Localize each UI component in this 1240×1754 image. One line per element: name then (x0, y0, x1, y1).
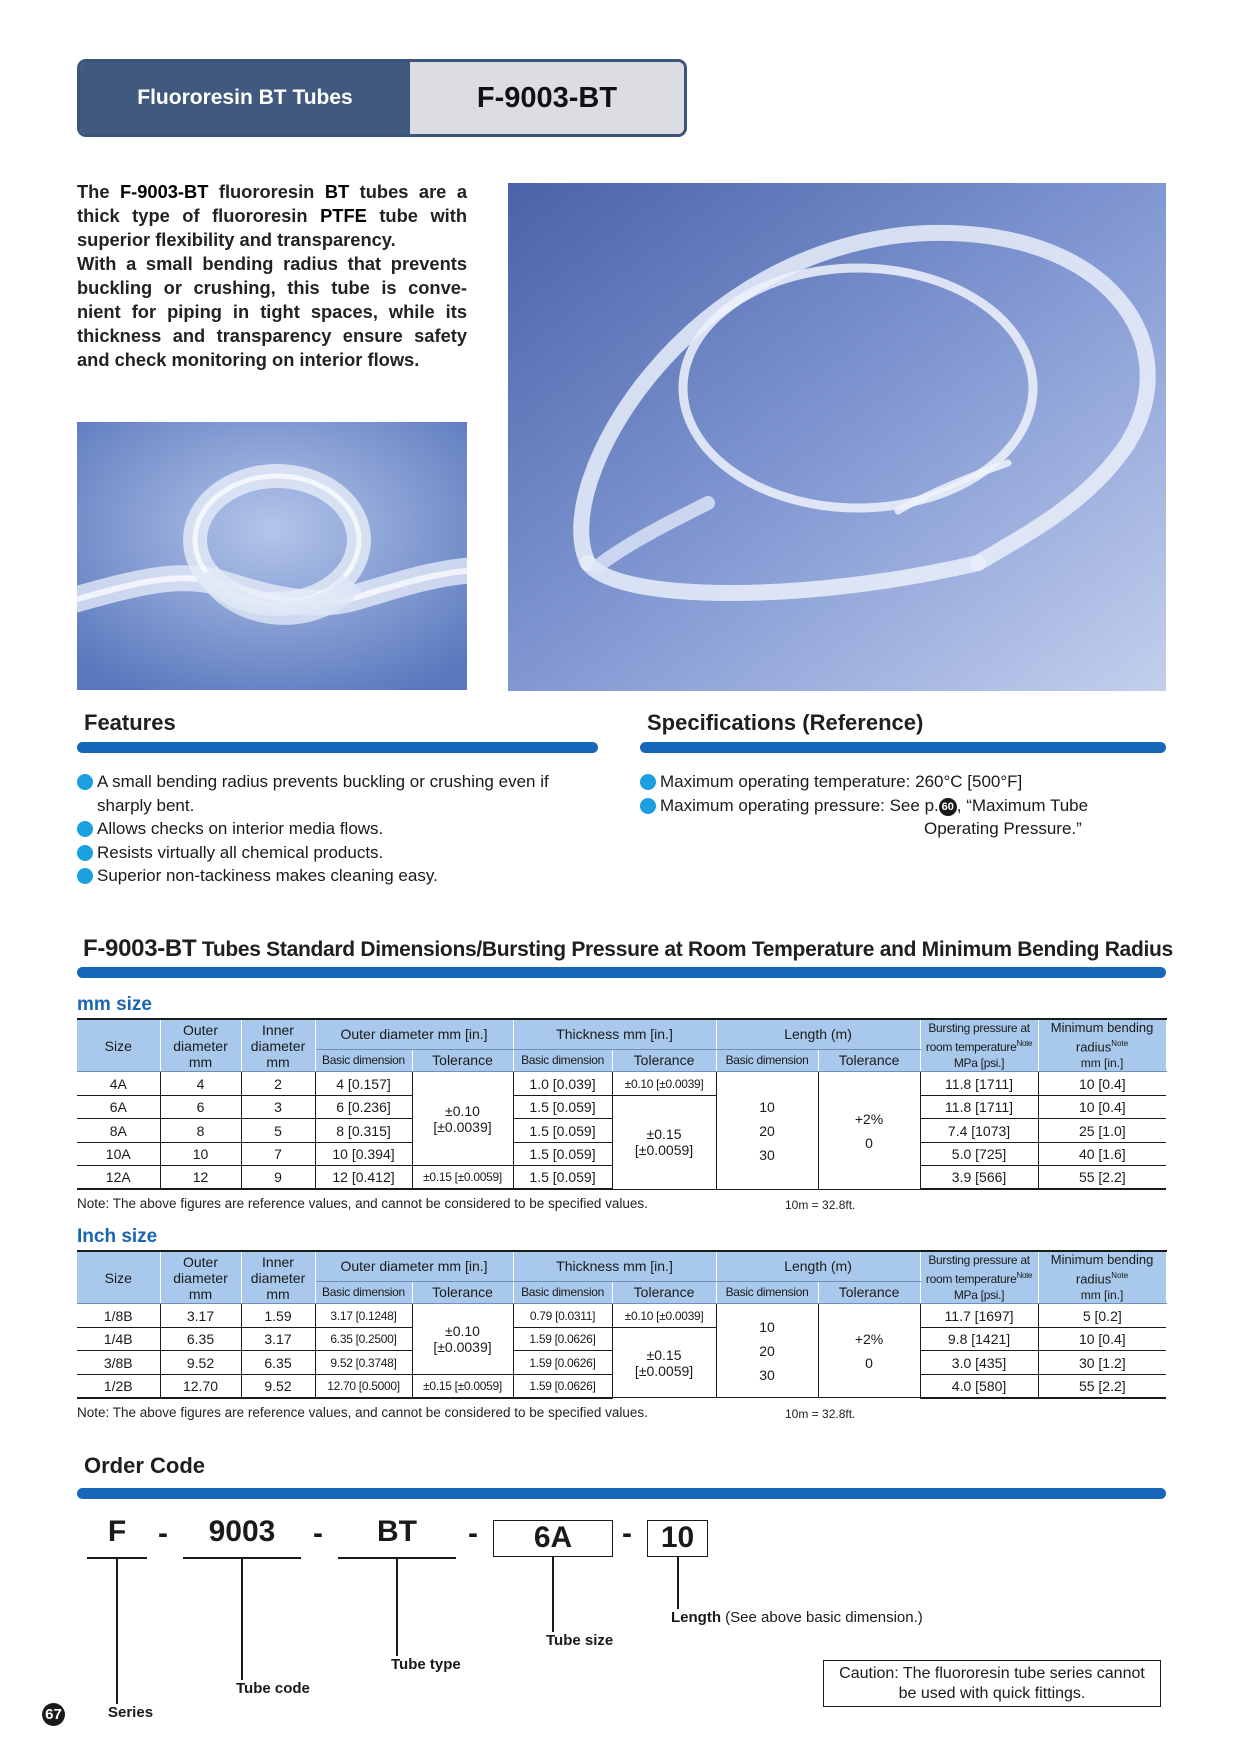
table-row: 12A 12 9 12 [0.412] ±0.15 [±0.0059] 1.5 [0.059] 3.9 [566] 55 [2.2] (77, 1166, 1166, 1190)
order-code-divider (77, 1488, 1166, 1499)
order-dash: - (468, 1517, 478, 1550)
series-leader (116, 1559, 118, 1704)
order-dash: - (158, 1517, 168, 1550)
dimensions-heading: F-9003-BT Tubes Standard Dimensions/Bursting Pressure at Room Temperature and Minimum Bending Radius (83, 935, 1173, 962)
col-len-tol: Tolerance (818, 1281, 920, 1304)
col-len-group: Length (m) (716, 1251, 920, 1281)
tube-code-label: Tube code (236, 1680, 310, 1697)
col-th-tol: Tolerance (612, 1049, 716, 1072)
list-item: Superior non-tackiness makes cleaning easy. (77, 864, 599, 888)
knotted-tube-photo (77, 422, 467, 690)
list-item: Resists virtually all chemical products. (77, 841, 599, 865)
col-od-group: Outer diameter mm [in.] (315, 1019, 513, 1049)
list-item: A small bending radius prevents buckling or crushing even if sharply bent. (77, 770, 599, 817)
features-heading: Features (84, 710, 176, 735)
list-item: Allows checks on interior media flows. (77, 817, 599, 841)
mm-table-note: Note: The above figures are reference values, and cannot be considered to be specified values. (77, 1196, 648, 1211)
dimensions-divider (77, 967, 1166, 978)
col-od-tol: Tolerance (412, 1049, 513, 1072)
col-od-basic: Basic dimension (315, 1281, 412, 1304)
table-row: 6A 6 3 6 [0.236] 1.5 [0.059] ±0.15 [±0.0059] 11.8 [1711] 10 [0.4] (77, 1095, 1166, 1119)
col-od-basic: Basic dimension (315, 1049, 412, 1072)
col-th-group: Thickness mm [in.] (513, 1251, 716, 1281)
col-burst: Bursting pressure at room temperature$^{Note}$ MPa [psi.] (920, 1251, 1038, 1304)
specs-divider (640, 742, 1166, 753)
mm-size-table (77, 1018, 1167, 1190)
table-row: 10A 10 7 10 [0.394] 1.5 [0.059] 5.0 [725] 40 [1.6] (77, 1142, 1166, 1166)
order-tube-type: BT (377, 1515, 417, 1548)
series-label: Series (108, 1704, 154, 1721)
col-len-tol: Tolerance (818, 1049, 920, 1072)
inch-size-label: Inch size (77, 1226, 158, 1247)
category-label: Fluororesin BT Tubes (80, 62, 410, 134)
features-divider (77, 742, 598, 753)
col-outer: Outer diameter mm (160, 1019, 241, 1072)
tube-size-label: Tube size (546, 1632, 614, 1649)
length-label: Length (See above basic dimension.) (671, 1609, 923, 1626)
spec-temperature: Maximum operating temperature: 260°C [500°F] (640, 770, 1166, 794)
col-od-group: Outer diameter mm [in.] (315, 1251, 513, 1281)
length-leader (677, 1557, 679, 1609)
bullet-icon (77, 845, 93, 861)
bullet-icon (640, 798, 656, 814)
table-row: 1/2B 12.70 9.52 12.70 [0.5000] ±0.15 [±0.0059] 1.59 [0.0626] 4.0 [580] 55 [2.2] (77, 1374, 1166, 1398)
inch-length-conversion: 10m = 32.8ft. (785, 1407, 856, 1421)
inch-table-note: Note: The above figures are reference values, and cannot be considered to be specified values. (77, 1405, 648, 1420)
table-row: 8A 8 5 8 [0.315] 1.5 [0.059] 7.4 [1073] 25 [1.0] (77, 1119, 1166, 1143)
bullet-icon (77, 821, 93, 837)
order-length: 10 (647, 1520, 708, 1557)
col-bend: Minimum bending radius$^{Note}$ mm [in.] (1038, 1019, 1166, 1072)
intro-text: The F-9003-BT fluororesin BT tubes are a thick type of fluororesin PTFE tube with superior flexibility and transparency. With a small bending radius that prevents buckling or crushing, this tube is conve-nient for piping in tight spaces, while its thickness and transparency ensure safety and check monitoring on interior flows. (77, 181, 467, 370)
tube-size-leader (552, 1557, 554, 1632)
features-list (77, 770, 599, 888)
col-th-basic: Basic dimension (513, 1049, 612, 1072)
col-bend: Minimum bending radius$^{Note}$ mm [in.] (1038, 1251, 1166, 1304)
table-row: 3/8B 9.52 6.35 9.52 [0.3748] 1.59 [0.0626] 3.0 [435] 30 [1.2] (77, 1351, 1166, 1375)
col-burst: Bursting pressure at room temperature$^{Note}$ MPa [psi.] (920, 1019, 1038, 1072)
mm-size-label: mm size (77, 994, 152, 1015)
col-inner: Inner diameter mm (241, 1019, 315, 1072)
col-inner: Inner diameter mm (241, 1251, 315, 1304)
col-th-group: Thickness mm [in.] (513, 1019, 716, 1049)
order-code-heading: Order Code (84, 1453, 206, 1478)
bullet-icon (77, 868, 93, 884)
table-row: 4A 4 2 4 [0.157] ±0.10 [±0.0039] 1.0 [0.039] ±0.10 [±0.0039] 10 20 30 +2% 0 11.8 [1711] 10 [0.4] (77, 1072, 1166, 1096)
page-ref-badge: 60 (939, 798, 957, 816)
order-dash: - (622, 1517, 632, 1550)
coiled-tube-photo (508, 183, 1166, 691)
table-row: 1/8B 3.17 1.59 3.17 [0.1248] ±0.10 [±0.0039] 0.79 [0.0311] ±0.10 [±0.0039] 10 20 30 +2% 0 11.7 [1697] 5 [0.2] (77, 1304, 1166, 1328)
col-th-basic: Basic dimension (513, 1281, 612, 1304)
tube-type-leader (396, 1559, 398, 1656)
order-tube-size: 6A (493, 1520, 613, 1557)
col-len-basic: Basic dimension (716, 1281, 818, 1304)
col-th-tol: Tolerance (612, 1281, 716, 1304)
order-dash: - (313, 1517, 323, 1550)
tube-type-label: Tube type (391, 1656, 461, 1673)
col-len-group: Length (m) (716, 1019, 920, 1049)
inch-size-table (77, 1250, 1167, 1399)
specs-heading: Specifications (Reference) (647, 710, 924, 735)
bullet-icon (77, 774, 93, 790)
order-series: F (107, 1515, 127, 1548)
col-od-tol: Tolerance (412, 1281, 513, 1304)
mm-length-conversion: 10m = 32.8ft. (785, 1198, 856, 1212)
col-size: Size (77, 1251, 160, 1304)
model-number: F-9003-BT (410, 62, 684, 134)
page-number-badge: 67 (42, 1703, 65, 1726)
col-outer: Outer diameter mm (160, 1251, 241, 1304)
spec-pressure: Maximum operating pressure: See p. 60 , “Maximum Tube Operating Pressure.” (640, 794, 1166, 841)
specs-list (640, 770, 1166, 841)
col-size: Size (77, 1019, 160, 1072)
bullet-icon (640, 774, 656, 790)
table-row: 1/4B 6.35 3.17 6.35 [0.2500] 1.59 [0.0626] ±0.15 [±0.0059] 9.8 [1421] 10 [0.4] (77, 1327, 1166, 1351)
tube-code-leader (241, 1559, 243, 1680)
caution-box: Caution: The fluororesin tube series cannot be used with quick fittings. (823, 1660, 1161, 1707)
col-len-basic: Basic dimension (716, 1049, 818, 1072)
order-tube-code: 9003 (208, 1515, 276, 1548)
product-header-badge (77, 59, 687, 137)
